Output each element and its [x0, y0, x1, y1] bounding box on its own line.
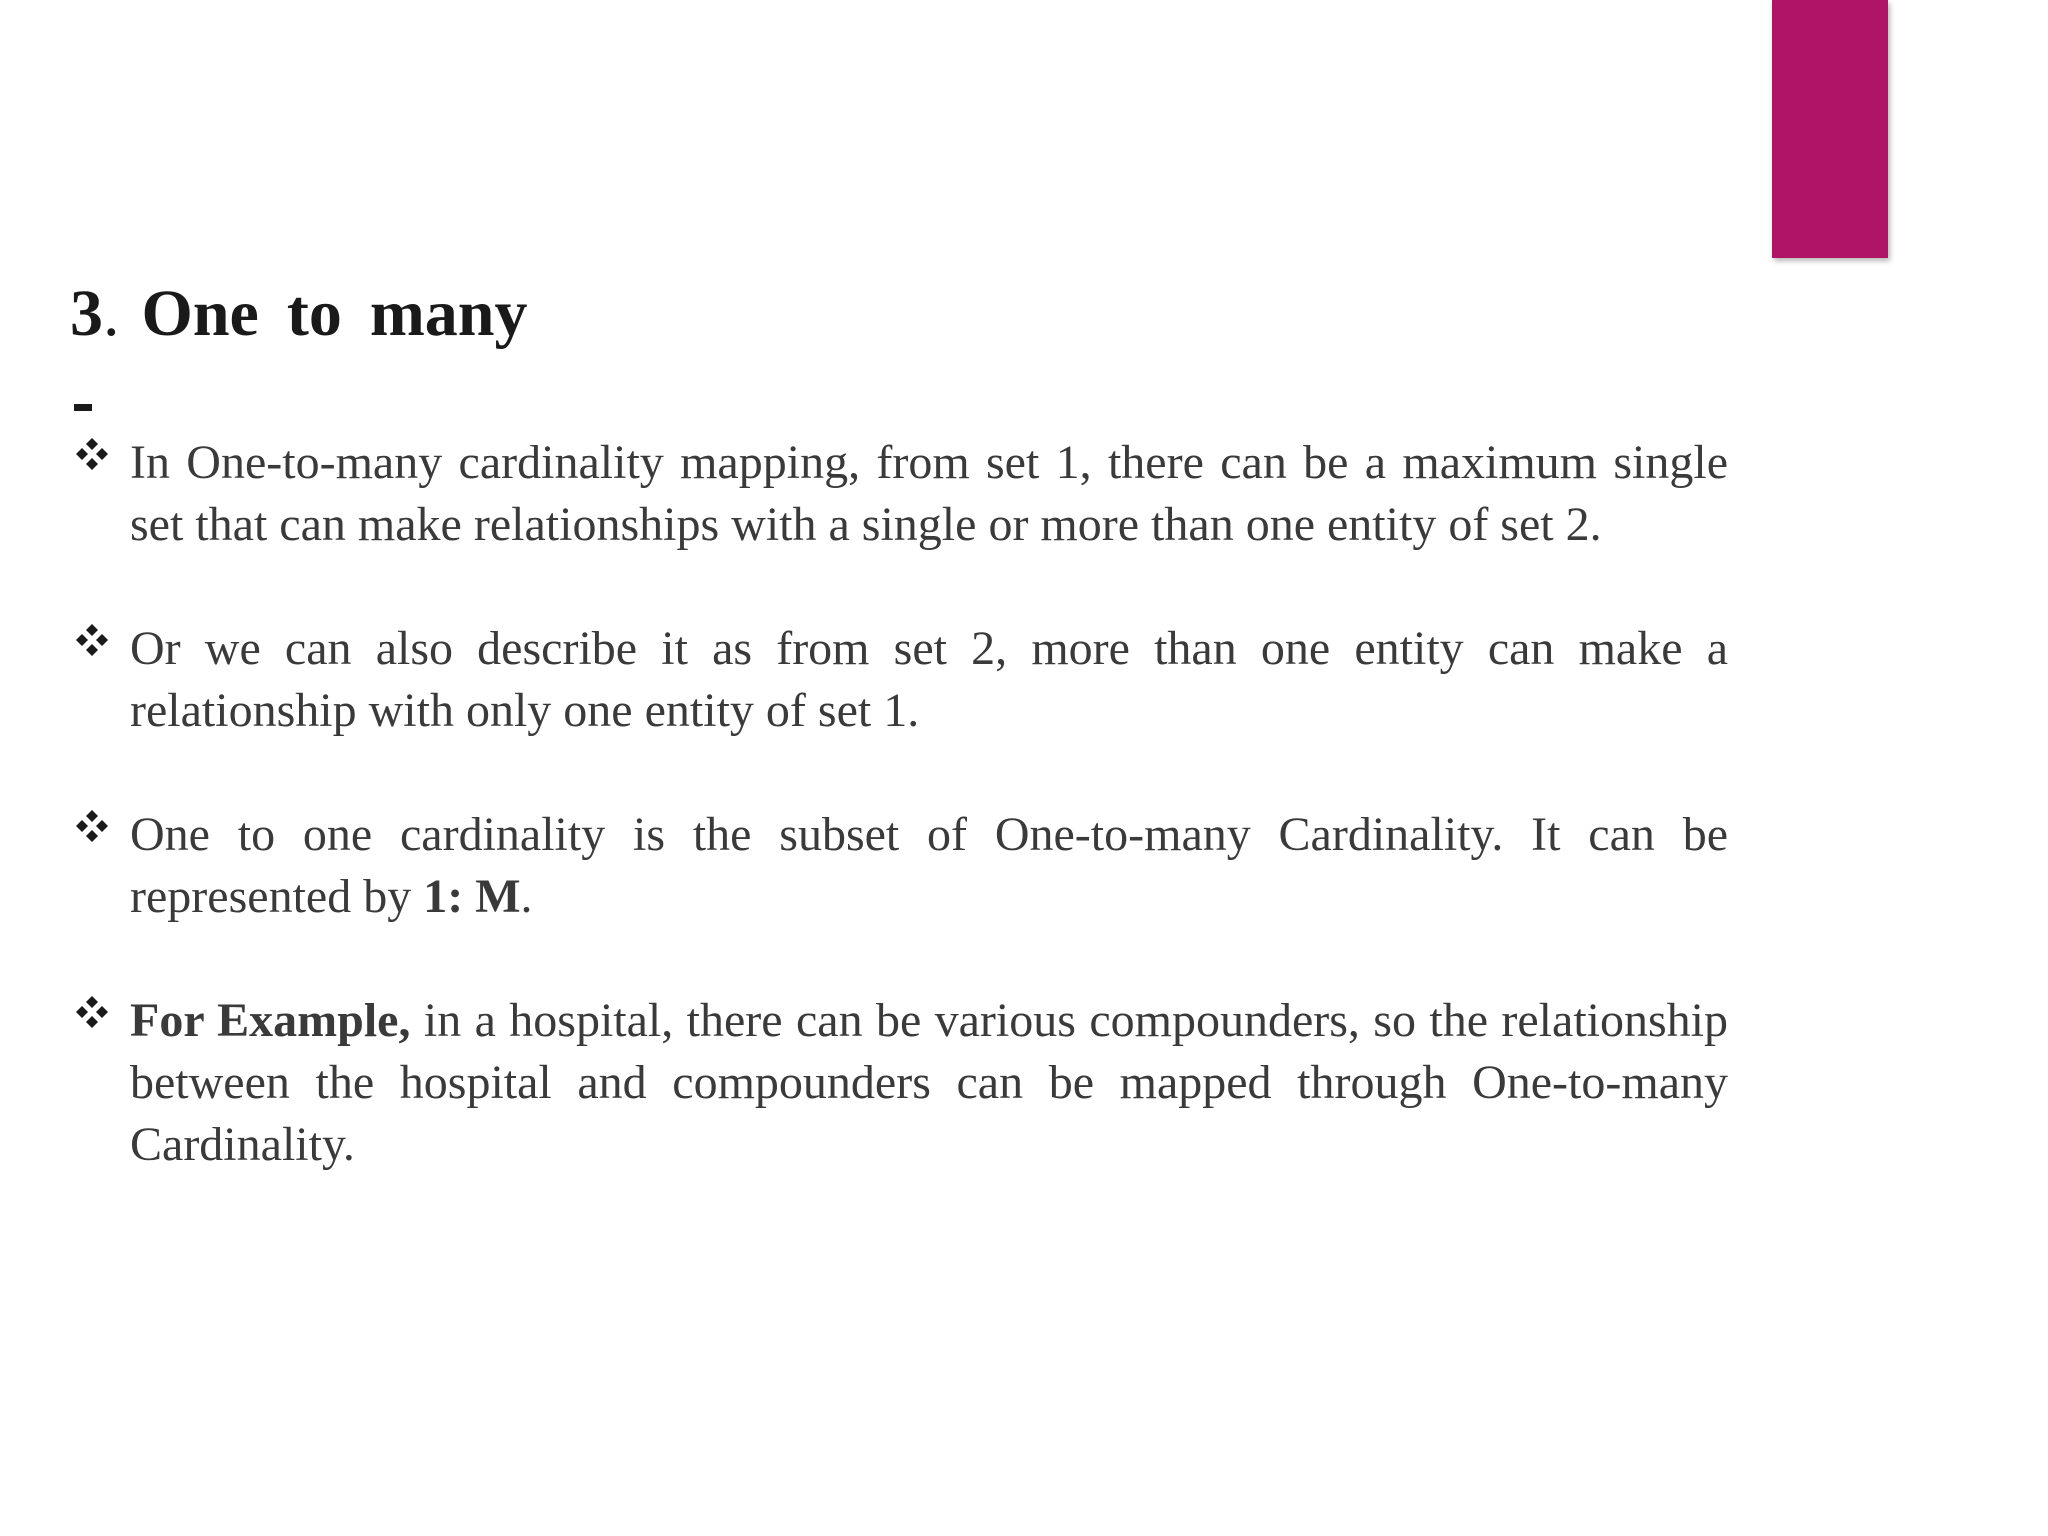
bullet-text: One to one cardinality is the subset of One-to-many Cardinality. It can be represented by: [130, 808, 1728, 923]
four-diamond-bullet-icon: [74, 994, 110, 1030]
bullet-text: in a hospital, there can be various compounders, so the relationship between the hospital and compounders can be mapped through One-to-many Cardinality.: [130, 994, 1729, 1171]
title-number: 3: [70, 277, 103, 350]
bullet-item: [72, 804, 1728, 928]
title-dot: .: [103, 277, 120, 350]
title-word-to: to: [286, 277, 342, 350]
title-dash: [74, 404, 92, 411]
accent-tab: [1772, 0, 1888, 258]
bullet-item: [72, 990, 1728, 1176]
bullet-text: In One-to-many cardinality mapping, from set 1, there can be a maximum single set that can make relationships with a single or more than one entity of set 2.: [130, 436, 1728, 551]
four-diamond-bullet-icon: [74, 436, 110, 472]
bullet-item: [72, 432, 1728, 556]
title-word-one: One: [141, 277, 259, 350]
bullet-list: [72, 432, 1728, 1238]
bullet-text: Or we can also describe it as from set 2, more than one entity can make a relationship with only one entity of set 1.: [130, 622, 1728, 737]
title-word-many: many: [369, 277, 528, 350]
bullet-item: [72, 618, 1728, 742]
bullet-bold-lead: For Example,: [130, 994, 411, 1047]
slide-title: [70, 276, 528, 352]
bullet-bold-notation: 1: M: [423, 870, 521, 923]
bullet-text-end: .: [520, 870, 533, 923]
four-diamond-bullet-icon: [74, 808, 110, 844]
four-diamond-bullet-icon: [74, 622, 110, 658]
